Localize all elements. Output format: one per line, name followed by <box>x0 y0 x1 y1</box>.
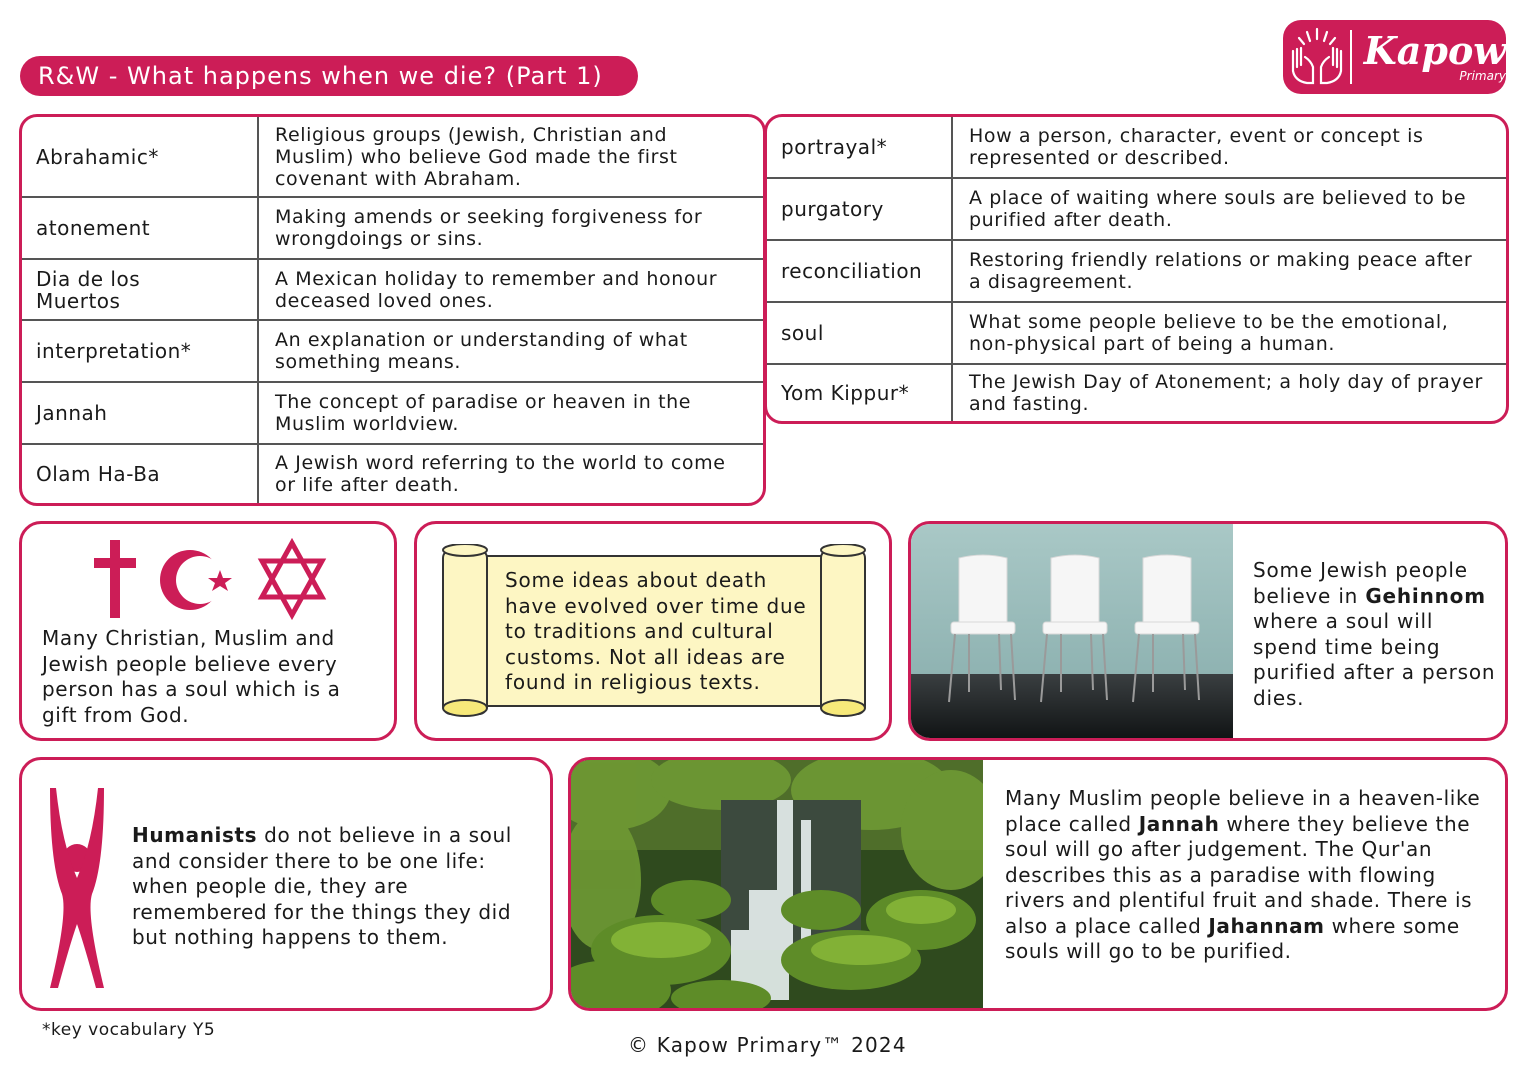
kapow-logo <box>1283 20 1506 94</box>
vocab-table-left <box>19 114 766 506</box>
vocab-term: soul <box>767 303 953 363</box>
vocab-table-right <box>764 114 1509 424</box>
gehinnom-caption <box>1253 558 1503 711</box>
crescent-star-icon <box>160 550 232 610</box>
vocab-row <box>767 179 1506 241</box>
logo-brand-name: Kapow <box>1363 28 1506 73</box>
star-of-david-icon <box>262 543 322 615</box>
vocab-definition: A place of waiting where souls are believed to be purified after death. <box>969 187 1467 231</box>
vocab-term: reconciliation <box>767 241 953 301</box>
jannah-term: Jannah <box>1138 811 1220 836</box>
vocab-row <box>22 117 763 198</box>
waiting-chairs-image <box>911 524 1233 738</box>
jahannam-term: Jahannam <box>1208 913 1325 938</box>
vocab-row <box>22 321 763 383</box>
logo-brand-sub: Primary <box>1459 69 1506 83</box>
vocab-definition: A Jewish word referring to the world to come or life after death. <box>275 452 726 496</box>
jannah-text-pre: Many Muslim people believe in a heaven-like place called <box>1005 786 1481 836</box>
vocab-row <box>767 117 1506 179</box>
card-humanists <box>19 757 553 1011</box>
gehinnom-text-post: where a soul will spend time being purified after a person dies. <box>1253 609 1496 710</box>
vocab-definition: How a person, character, event or concept is represented or described. <box>969 125 1424 169</box>
vocab-term: atonement <box>22 198 259 258</box>
humanist-symbol-icon <box>46 784 108 990</box>
card-scroll <box>414 521 892 741</box>
humanists-caption <box>132 823 542 951</box>
vocab-row <box>767 365 1506 421</box>
footnote: *key vocabulary Y5 <box>42 1020 216 1040</box>
jannah-caption <box>1005 786 1495 965</box>
vocab-term: Dia de los Muertos <box>22 260 259 319</box>
vocab-term: Olam Ha-Ba <box>22 445 259 503</box>
symbols-caption: Many Christian, Muslim and Jewish people believe every person has a soul which is a gift from God. <box>42 626 341 727</box>
vocab-term: interpretation* <box>22 321 259 381</box>
gehinnom-text-pre: Some Jewish people believe in <box>1253 558 1468 608</box>
logo-brand <box>1352 28 1506 83</box>
vocab-term: Yom Kippur* <box>767 365 953 421</box>
copyright: © Kapow Primary™ 2024 <box>628 1033 907 1057</box>
vocab-definition: A Mexican holiday to remember and honour deceased loved ones. <box>275 267 718 312</box>
humanists-term: Humanists <box>132 823 258 847</box>
vocab-term: Abrahamic* <box>22 117 259 196</box>
vocab-term: purgatory <box>767 179 953 239</box>
vocab-row <box>22 260 763 321</box>
vocab-definition: The concept of paradise or heaven in the Muslim worldview. <box>275 391 692 435</box>
vocab-term: Jannah <box>22 383 259 443</box>
card-religious-symbols <box>19 521 397 741</box>
vocab-definition: Religious groups (Jewish, Christian and Muslim) who believe God made the first covenant with Abraham. <box>275 123 678 190</box>
vocab-definition: Making amends or seeking forgiveness for wrongdoings or sins. <box>275 206 703 250</box>
vocab-definition: What some people believe to be the emotional, non-physical part of being a human. <box>969 311 1449 355</box>
vocab-row <box>767 241 1506 303</box>
vocab-definition: Restoring friendly relations or making peace after a disagreement. <box>969 249 1473 293</box>
vocab-row <box>22 445 763 503</box>
hands-icon <box>1283 20 1350 94</box>
card-jannah <box>568 757 1508 1011</box>
vocab-row <box>22 198 763 260</box>
jannah-text-mid: where they believe the soul will go after judgement. The Qur'an describes this as a paradise with flowing rivers and plentiful fruit and shade. There is also a place called <box>1005 811 1473 938</box>
jannah-text-post: where some souls will go to be purified. <box>1005 913 1460 963</box>
humanists-text: do not believe in a soul and consider there to be one life: when people die, they are remembered for the things they did but nothing happens to them. <box>132 823 512 949</box>
vocab-row <box>767 303 1506 365</box>
vocab-row <box>22 383 763 445</box>
cross-icon <box>94 540 136 618</box>
scroll-caption: Some ideas about death have evolved over time due to traditions and cultural customs. Not all ideas are found in religious texts. <box>505 568 807 694</box>
vocab-term: portrayal* <box>767 117 953 177</box>
waterfall-forest-image <box>571 760 983 1008</box>
vocab-definition: An explanation or understanding of what something means. <box>275 329 688 373</box>
vocab-definition: The Jewish Day of Atonement; a holy day of prayer and fasting. <box>969 371 1483 415</box>
card-gehinnom <box>908 521 1508 741</box>
religious-symbols <box>90 538 350 622</box>
page-title: R&W - What happens when we die? (Part 1) <box>20 56 638 96</box>
gehinnom-term: Gehinnom <box>1365 583 1486 608</box>
